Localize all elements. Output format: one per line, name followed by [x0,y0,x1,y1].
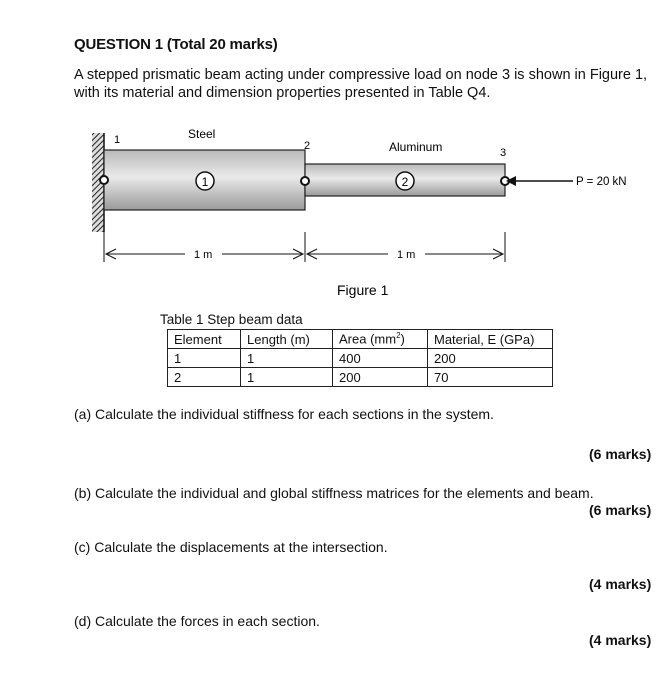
node-1-marker [100,176,108,184]
table-row [168,349,553,368]
question-title: QUESTION 1 (Total 20 marks) [74,36,278,53]
header-area: Area $(mm^2)$ [333,330,428,349]
node-1-label: 1 [114,134,121,146]
question-a-marks: (6 marks) [589,446,652,462]
cell-element: 1 [168,349,241,368]
table-header-row [168,330,553,349]
header-length: Length (m) [241,330,333,349]
cell-material: 200 [428,349,553,368]
cell-length: 1 [241,349,333,368]
question-d-text: (d) Calculate the forces in each section. [74,613,320,629]
table-row [168,368,553,387]
table-caption: Table 1 Step beam data [160,312,303,327]
node-3-label: 3 [500,147,507,159]
question-c-text: (c) Calculate the displacements at the intersection. [74,539,388,555]
question-b-marks: (6 marks) [589,502,652,518]
question-c-marks: (4 marks) [589,576,652,592]
cell-area: 400 [333,349,428,368]
header-material: Material, E (GPa) [428,330,553,349]
element-1-number: 1 [201,175,209,189]
dimension-2-label: 1 m [397,249,416,261]
step-beam-data-table [167,329,553,387]
aluminum-label: Aluminum [389,140,443,154]
intro-line-1: A stepped prismatic beam acting under compressive load on node 3 is shown in Figure 1, [74,67,648,83]
question-a-text: (a) Calculate the individual stiffness for each sections in the system. [74,406,494,422]
load-label: P = 20 kN [576,176,627,188]
dimension-1-label: 1 m [194,249,213,261]
node-2-label: 2 [304,140,311,152]
header-element: Element [168,330,241,349]
question-b-text: (b) Calculate the individual and global stiffness matrices for the elements and beam. [74,485,594,501]
cell-length: 1 [241,368,333,387]
cell-element: 2 [168,368,241,387]
cell-area: 200 [333,368,428,387]
node-2-marker [301,177,309,185]
cell-material: 70 [428,368,553,387]
intro-line-2: with its material and dimension properties presented in Table Q4. [74,85,491,101]
figure-caption: Figure 1 [337,282,389,298]
steel-label: Steel [188,127,216,141]
question-d-marks: (4 marks) [589,632,652,648]
element-2-number: 2 [401,175,409,189]
